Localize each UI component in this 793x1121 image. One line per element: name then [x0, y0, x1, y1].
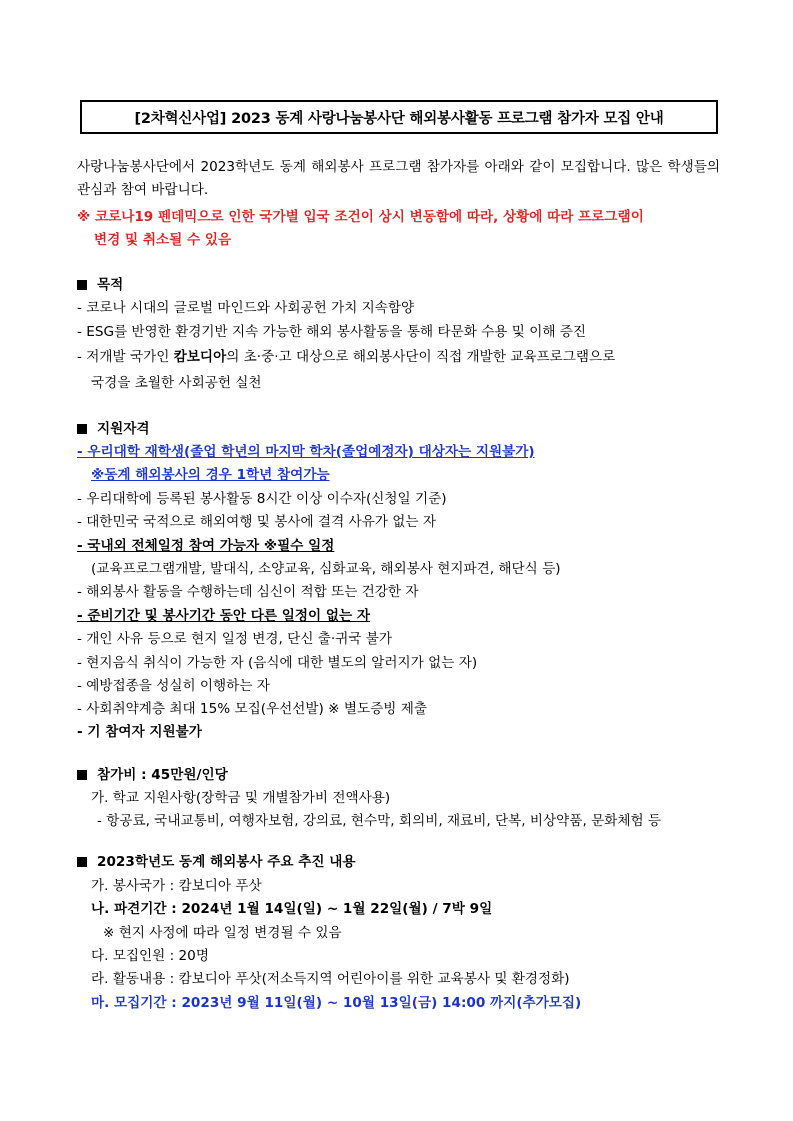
intro-paragraph: 사랑나눔봉사단에서 2023학년도 동계 해외봉사 프로그램 참가자를 아래와 같이 모집합니다. 많은 학생들의 관심과 참여 바랍니다.: [77, 159, 720, 198]
qualification-item: - 준비기간 및 봉사기간 동안 다른 일정이 없는 자: [77, 608, 371, 624]
plan-item: ※ 현지 사정에 따라 일정 변경될 수 있음: [103, 925, 342, 941]
purpose-item: - ESG를 반영한 환경기반 지속 가능한 해외 봉사활동을 통해 타문화 수용 및 이해 증진: [77, 324, 587, 340]
plan-item: 가. 봉사국가 : 캄보디아 푸삿: [91, 878, 262, 894]
square-bullet-icon: [77, 857, 87, 867]
fee-detail: - 항공료, 국내교통비, 여행자보험, 강의료, 현수막, 회의비, 재료비, 단복, 비상약품, 문화체험 등: [97, 813, 662, 829]
square-bullet-icon: [77, 424, 87, 434]
notice-line-1: ※ 코로나19 펜데믹으로 인한 국가별 입국 조건이 상시 변동함에 따라, 상황에 따라 프로그램이: [77, 209, 644, 225]
purpose-heading: 목적: [77, 276, 123, 294]
plan-item: 다. 모집인원 : 20명: [91, 948, 209, 964]
qualification-item: ※동계 해외봉사의 경우 1학년 참여가능: [91, 467, 330, 483]
square-bullet-icon: [77, 770, 87, 780]
qualification-item: - 사회취약계층 최대 15% 모집(우선선발) ※ 별도증빙 제출: [77, 701, 427, 717]
qualification-item: - 기 참여자 지원불가: [77, 724, 202, 740]
plan-item-recruit-period: 마. 모집기간 : 2023년 9월 11일(월) ~ 10월 13일(금) 14:00 까지(추가모집): [91, 995, 582, 1011]
qualification-item: - 예방접종을 성실히 이행하는 자: [77, 678, 270, 694]
plan-item: 라. 활동내용 : 캄보디아 푸삿(저소득지역 어린아이를 위한 교육봉사 및 환경정화): [91, 971, 570, 987]
qualification-item: - 국내외 전체일정 참여 가능자 ※필수 일정: [77, 538, 335, 554]
plan-heading: 2023학년도 동계 해외봉사 주요 추진 내용: [77, 853, 355, 871]
purpose-item: - 코로나 시대의 글로벌 마인드와 사회공헌 가치 지속함양: [77, 300, 415, 316]
notice-line-2: 변경 및 취소될 수 있음: [94, 232, 232, 248]
fee-sub: 가. 학교 지원사항(장학금 및 개별참가비 전액사용): [91, 790, 391, 806]
qualification-item: - 개인 사유 등으로 현지 일정 변경, 단신 출·귀국 불가: [77, 631, 393, 647]
qualification-item: - 현지음식 취식이 가능한 자 (음식에 대한 별도의 알러지가 없는 자): [77, 655, 478, 671]
fee-heading: 참가비 : 45만원/인당: [77, 766, 228, 784]
qualification-item: - 우리대학에 등록된 봉사활동 8시간 이상 이수자(신청일 기준): [77, 491, 447, 507]
qualification-item: - 대한민국 국적으로 해외여행 및 봉사에 결격 사유가 없는 자: [77, 514, 436, 530]
plan-item: 나. 파견기간 : 2024년 1월 14일(일) ~ 1월 22일(월) / 7박 9일: [91, 901, 493, 917]
qualification-item: (교육프로그램개발, 발대식, 소양교육, 심화교육, 해외봉사 현지파견, 해단식 등): [91, 561, 561, 577]
qualification-item: - 해외봉사 활동을 수행하는데 심신이 적합 또는 건강한 자: [77, 584, 419, 600]
square-bullet-icon: [77, 280, 87, 290]
purpose-item-continued: 국경을 초월한 사회공헌 실천: [91, 375, 262, 391]
document-title-box: [80, 100, 718, 134]
qualification-heading: 지원자격: [77, 420, 150, 438]
qualification-item: - 우리대학 재학생(졸업 학년의 마지막 학차(졸업예정자) 대상자는 지원불가): [77, 444, 535, 460]
document-title: [2차혁신사업] 2023 동계 사랑나눔봉사단 해외봉사활동 프로그램 참가자 모집 안내: [134, 110, 664, 127]
purpose-item: - 저개발 국가인 캄보디아의 초·중·고 대상으로 해외봉사단이 직접 개발한 교육프로그램으로: [77, 349, 616, 365]
